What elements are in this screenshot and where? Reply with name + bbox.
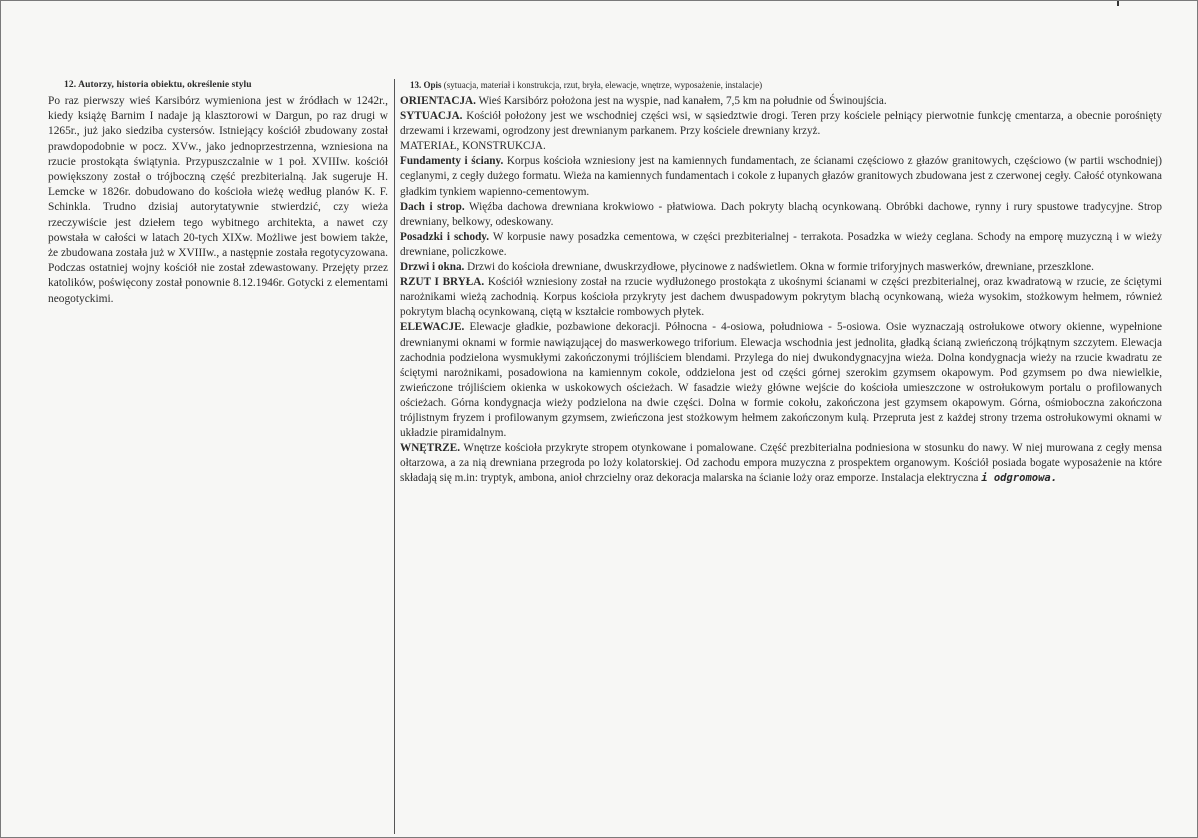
section-text: W korpusie nawy posadzka cementowa, w części prezbiterialnej - terrakota. Posadzka w wieży ceglana. Schody na emporę muzyczną i w wieży drewniane, policzkowe. <box>400 230 1162 258</box>
section-label: Fundamenty i ściany. <box>400 155 504 168</box>
section-text: Kościół wzniesiony został na rzucie wydłużonego prostokąta z ukośnymi ścianami w części prezbiterialnej, oraz kwadratową w rzucie, ze ściętymi narożnikami wieżą zachodnią. Korpus kościoła przykryty jest dachem dwuspadowym pokrytym blachą ocynkowaną, wieża wysokim, stożkowym hełmem, również pokrytym blachą ocynkowaną, ciętą w kształcie rombowych płytek. <box>400 276 1163 319</box>
section-label: MATERIAŁ, KONSTRUKCJA. <box>400 140 546 153</box>
section-label: Posadzki i schody. <box>400 230 490 243</box>
history-text: Po raz pierwszy wieś Karsibórz wymieniona jest w źródłach w 1242r., kiedy książę Barnim I nadaje ją klasztorowi w Dargun, po raz drugi w 1265r., już jako siedziba cystersów. Istniejący kościół zbudowany został prawdopodobnie w pocz. XVw., jako jednoprzestrzenna, wzniesiona na rzucie prostokąta świątynia. Przypuszczalnie w 1 poł. XVIIIw. kościół powiększony został o trójboczną część prezbiterialną. Jak sugeruje H. Lemcke w 1826r. dobudowano do kościoła wieżę według planów K. F. Schinkla. Trudno dzisiaj autorytatywnie stwierdzić, czy wieża rzeczywiście jest dziełem tego wybitnego architekta, a nawet czy powstała w całości w latach 20-tych XIXw. Możliwe jest bowiem także, że zbudowana została już w XVIIIw., a następnie została regotycyzowana. Podczas ostatniej wojny kościół nie został zdewastowany. Przejęty przez katolików, poświęcony został ponownie 8.12.1946r. Gotycki z elementami neogotyckimi. <box>48 95 388 305</box>
section-drzwi <box>400 260 1162 275</box>
section-text: Korpus kościoła wzniesiony jest na kamiennych fundamentach, ze ścianami częściowo z głazów granitowych, częściowo (w partii wschodniej) ceglanymi, z cegły dużego formatu. Wieża na kamiennych fundamentach i cokole z łupanych głazów granitowych zbudowana jest z czerwonej cegły. Całość otynkowana gładkim tynkiem wapienno-cementowym. <box>400 155 1162 198</box>
scan-mark <box>1117 1 1119 6</box>
section-posadzki <box>400 230 1162 260</box>
section-label: SYTUACJA. <box>400 110 463 123</box>
section-text: Wieś Karsibórz położona jest na wyspie, nad kanałem, 7,5 km na południe od Świnoujścia. <box>478 95 887 107</box>
section-material <box>400 139 1162 154</box>
section-label: Drzwi i okna. <box>400 261 465 274</box>
section-elewacje <box>400 320 1162 441</box>
right-heading-rest: (sytuacja, materiał i konstrukcja, rzut, bryła, elewacje, wnętrze, wyposażenie, instalacje) <box>443 80 763 90</box>
right-heading-number: 13. Opis <box>410 80 442 90</box>
section-sytuacja <box>400 109 1162 139</box>
right-heading <box>410 79 1162 92</box>
section-orientacja <box>400 94 1162 109</box>
right-column <box>400 79 1162 486</box>
section-label: WNĘTRZE. <box>400 442 460 455</box>
section-text: Więźba dachowa drewniana krokwiowo - płatwiowa. Dach pokryty blachą ocynkowaną. Obróbki dachowe, rynny i rury spustowe tradycyjne. Strop drewniany, belkowy, odeskowany. <box>400 200 1162 228</box>
section-text: Elewacje gładkie, pozbawione dekoracji. Północna - 4-osiowa, południowa - 5-osiowa. Osie wyznaczają ostrołukowe otwory okienne, wypełnione drewnianymi oknami w formie nawiązującej do maswerkowego triforium. Elewacja wschodnia jest jednolita, gładką ścianą zwieńczoną trójkątnym szczytem. Elewacja zachodnia podzielona wysmukłymi zakończonymi trójliściem blendami. Przylega do niej dwukondygnacyjna wieża. Dolna kondygnacja wieży na rzucie kwadratu ze ściętymi narożnikami, posadowiona na kamiennym cokole, oddzielona jest od części górnej szerokim gzymsem okapowym. Pod gzymsem po dwa niewielkie, zwieńczone trójliściem okienka w uskokowych ościeżach. W fasadzie wieży główne wejście do kościoła umieszczone w ostrołukowym portalu o profilowanych ościeżach. Górna kondygnacja wieży podzielona na dwie części. Dolna w formie cokołu, zakończona jest gzymsem okapowym. Górna, ośmioboczna zakończona trójlistnym fryzem i profilowanym gzymsem, zwieńczona jest stożkowym hełmem zakończonym kulą. Przepruta jest z każdej strony trzema ostrołukowymi oknami w układzie piramidalnym. <box>400 321 1163 440</box>
section-dach <box>400 200 1162 230</box>
column-divider <box>394 79 395 834</box>
section-label: Dach i strop. <box>400 200 465 213</box>
section-label: RZUT I BRYŁA. <box>400 276 485 289</box>
left-column <box>48 79 388 307</box>
section-wnetrze <box>400 441 1162 486</box>
handwritten-note: i odgromowa. <box>981 472 1058 485</box>
section-text: Kościół położony jest we wschodniej części wsi, w sąsiedztwie drogi. Teren przy kościele pełniący pierwotnie funkcję cmentarza, a obecnie porośnięty drzewami i krzewami, ogrodzony jest drewnianym parkanem. Przy kościele drewniany krzyż. <box>400 110 1162 138</box>
left-heading: 12. Autorzy, historia obiektu, określenie stylu <box>64 80 252 90</box>
section-text: Drzwi do kościoła drewniane, dwuskrzydłowe, płycinowe z nadświetlem. Okna w formie triforyjnych maswerków, drewniane, przeszklone. <box>467 261 1094 274</box>
section-fundamenty <box>400 154 1162 199</box>
section-rzut <box>400 275 1162 320</box>
section-text: Wnętrze kościoła przykryte stropem otynkowane i pomalowane. Część prezbiterialna podniesiona w stosunku do nawy. W niej murowana z cegły mensa ołtarzowa, a za nią drewniana przegroda po loży kolatorskiej. Od zachodu empora muzyczna z prospektem organowym. Kościół posiada bogate wyposażenie na które składają się m.in: tryptyk, ambona, anioł chrzcielny oraz dekoracja malarska na ścianie loży oraz emporze. Instalacja elektryczna <box>400 442 1162 485</box>
section-label: ELEWACJE. <box>400 321 465 334</box>
section-label: ORIENTACJA. <box>400 95 476 107</box>
